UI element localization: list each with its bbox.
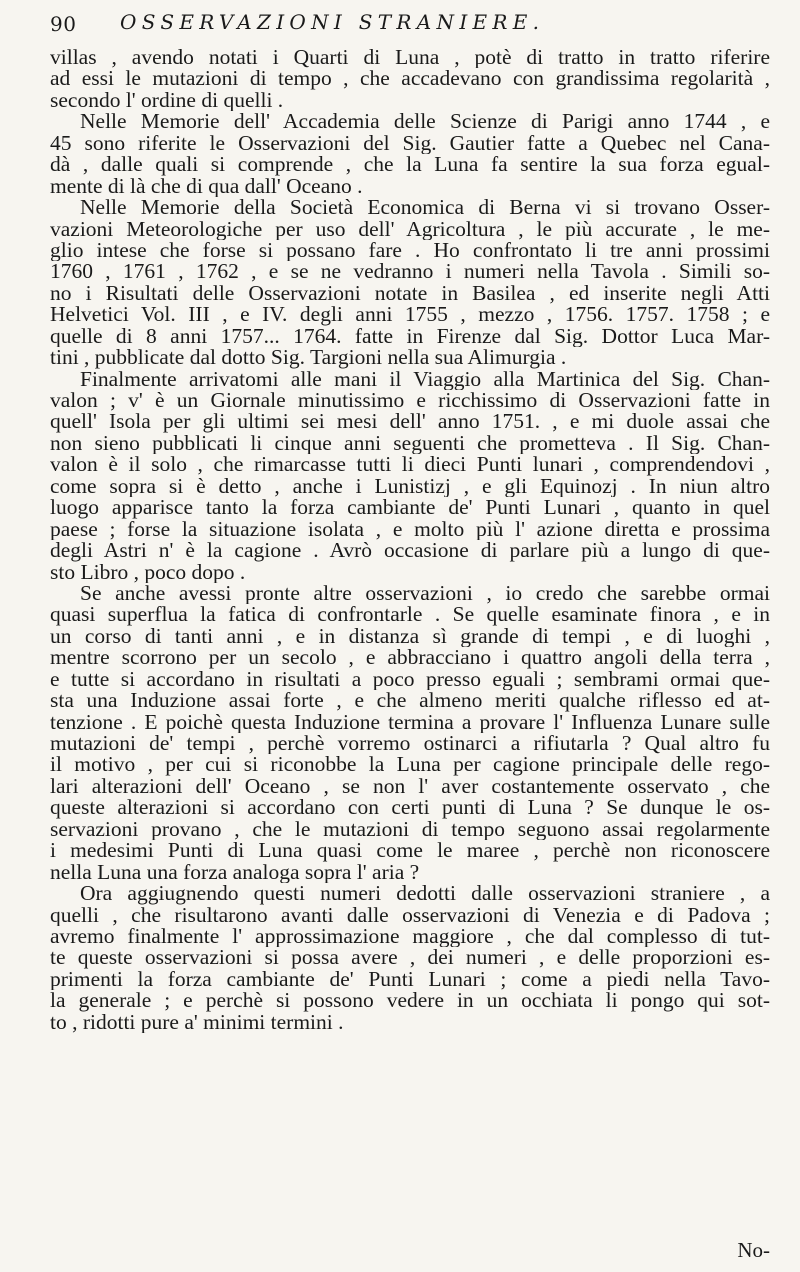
text-line: valon ; v' è un Giornale minutissimo e ricchissimo di Osservazioni fatte in (50, 390, 770, 412)
text-line: luogo apparisce tanto la forza cambiante de' Punti Lunari , quanto in quel (50, 497, 770, 519)
text-line: mentre scorrono per un secolo , e abbracciano i quattro angoli della terra , (50, 647, 770, 669)
text-line: Nelle Memorie dell' Accademia delle Scienze di Parigi anno 1744 , e (80, 111, 770, 133)
text-line: servazioni provano , che le mutazioni di tempo seguono assai regolarmente (50, 818, 770, 841)
text-line: te queste osservazioni si possa avere , dei numeri , e delle proporzioni es- (50, 947, 770, 969)
text-line: to , ridotti pure a' minimi termini . (50, 1011, 344, 1034)
text-line: il motivo , per cui si riconobbe la Luna per cagione principale delle rego- (50, 754, 770, 776)
body-text (50, 47, 770, 1033)
text-line: un corso di tanti anni , e in distanza sì grande di tempi , e di luoghi , (50, 625, 770, 648)
text-line: quelle di 8 anni 1757... 1764. fatte in Firenze dal Sig. Dottor Luca Mar- (50, 325, 770, 348)
text-line: mente di là che di qua dall' Oceano . (50, 175, 363, 198)
page-header (50, 8, 770, 42)
text-line: queste alterazioni si accordano con certi punti di Luna ? Se dunque le os- (50, 797, 770, 819)
text-line: quelli , che risultarono avanti dalle osservazioni di Venezia e di Padova ; (50, 904, 770, 926)
text-line: villas , avendo notati i Quarti di Luna , potè di tratto in tratto riferire (50, 47, 770, 69)
text-line: 45 sono riferite le Osservazioni del Sig. Gautier fatte a Quebec nel Cana- (50, 132, 770, 155)
running-title: OSSERVAZIONI STRANIERE. (120, 10, 545, 34)
text-line: mutazioni de' tempi , perchè vorremo ostinarci a rifiutarla ? Qual altro fu (50, 733, 770, 755)
text-line: Nelle Memorie della Società Economica di Berna vi si trovano Osser- (80, 197, 770, 219)
page-number: 90 (50, 12, 77, 36)
text-line: degli Astri n' è la cagione . Avrò occasione di parlare più a lungo di que- (50, 540, 770, 562)
text-line: i medesimi Punti di Luna quasi come le maree , perchè non riconoscere (50, 840, 770, 862)
text-line: Ora aggiugnendo questi numeri dedotti dalle osservazioni straniere , a (80, 883, 770, 905)
text-line: Helvetici Vol. III , e IV. degli anni 1755 , mezzo , 1756. 1757. 1758 ; e (50, 304, 770, 326)
text-line: tini , pubblicate dal dotto Sig. Targioni nella sua Alimurgia . (50, 347, 567, 369)
text-line: lari alterazioni dell' Oceano , se non l' aver costantemente osservato , che (50, 775, 770, 798)
text-line: quasi superflua la fatica di confrontarle . Se quelle esaminate finora , e in (50, 604, 770, 626)
text-line: nella Luna una forza analoga sopra l' aria ? (50, 861, 420, 884)
text-line: quell' Isola per gli ultimi sei mesi dell' anno 1751. , e mi duole assai che (50, 411, 770, 433)
text-line: dà , dalle quali si comprende , che la Luna fa sentire la sua forza egual- (50, 154, 770, 176)
text-line: sta una Induzione assai forte , e che almeno meriti qualche riflesso ed at- (50, 690, 770, 712)
text-line: non sieno pubblicati li cinque anni seguenti che prometteva . Il Sig. Chan- (50, 432, 770, 455)
text-line: secondo l' ordine di quelli . (50, 89, 284, 112)
text-line: tenzione . E poichè questa Induzione termina a provare l' Influenza Lunare sulle (50, 711, 770, 733)
text-line: sto Libro , poco dopo . (50, 561, 246, 583)
text-line: e tutte si accordano in risultati a poco presso eguali ; sembrami ormai que- (50, 668, 770, 691)
text-line: avremo finalmente l' approssimazione maggiore , che dal complesso di tut- (50, 925, 770, 948)
text-line: no i Risultati delle Osservazioni notate in Basilea , ed inserite negli Atti (50, 282, 770, 305)
text-line: come sopra si è detto , anche i Lunistizj , e gli Equinozj . In niun altro (50, 475, 770, 498)
text-line: paese ; forse la situazione isolata , e molto più l' azione diretta e prossima (50, 518, 770, 541)
text-line: glio intese che forse si possano fare . Ho confrontato li tre anni prossimi (50, 239, 770, 262)
text-line: vazioni Meteorologiche per uso dell' Agricoltura , le più accurate , le me- (50, 218, 770, 240)
text-line: primenti la forza cambiante de' Punti Lunari ; come a piedi nella Tavo- (50, 968, 770, 991)
text-line: la generale ; e perchè si possono vedere in un occhiata li pongo qui sot- (50, 990, 770, 1012)
catchword: No- (737, 1238, 770, 1262)
text-line: Se anche avessi pronte altre osservazioni , io credo che sarebbe ormai (80, 582, 770, 605)
text-line: Finalmente arrivatomi alle mani il Viaggio alla Martinica del Sig. Chan- (80, 368, 770, 390)
text-line: ad essi le mutazioni di tempo , che accadevano con grandissima regolarità , (50, 68, 770, 90)
text-line: valon è il solo , che rimarcasse tutti li dieci Punti lunari , comprendendovi , (50, 454, 770, 476)
text-line: 1760 , 1761 , 1762 , e se ne vedranno i numeri nella Tavola . Simili so- (50, 261, 770, 283)
